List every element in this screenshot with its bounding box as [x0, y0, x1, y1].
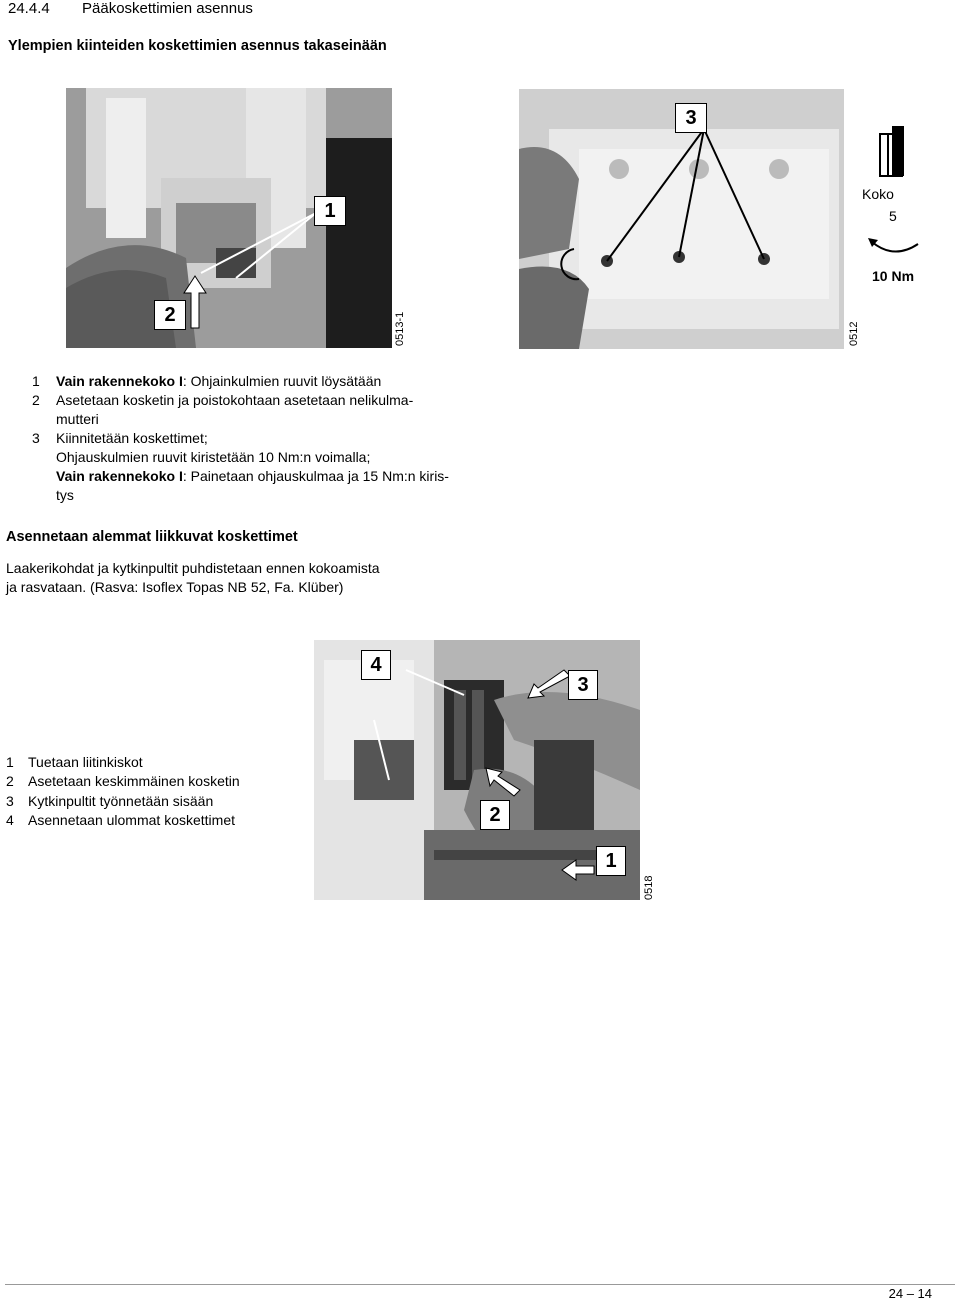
hex-key-icon: [878, 124, 908, 178]
legend-text: Kiinnitetään koskettimet;: [56, 430, 208, 446]
paragraph-lubrication: [6, 559, 526, 597]
legend-text: Asennetaan ulommat koskettimet: [28, 812, 235, 829]
legend-text: Tuetaan liitinkiskot: [28, 754, 143, 770]
rotation-arrow-icon: [866, 236, 924, 258]
legend-text: Kytkinpultit työnnetään sisään: [28, 792, 214, 809]
legend-item: [6, 448, 526, 467]
legend-item: [6, 429, 526, 448]
footer-rule: [5, 1284, 955, 1285]
figure-id-0518: 0518: [643, 875, 655, 900]
legend-number: 3: [32, 430, 40, 446]
photo-lower-contacts: [314, 640, 640, 900]
subheading-upper-contacts: Ylempien kiinteiden koskettimien asennus takaseinään: [8, 38, 387, 54]
photo-upper-contacts-left: [66, 88, 392, 348]
legend-item: [2, 753, 302, 772]
callout-1: 1: [596, 846, 626, 876]
legend-number: 4: [6, 812, 14, 829]
legend-bold: Vain rakennekoko I: [56, 373, 183, 389]
paragraph-line: Laakerikohdat ja kytkinpultit puhdistetaan ennen kokoamista: [6, 560, 380, 576]
koko-label: Koko: [862, 186, 894, 202]
legend-number: 1: [6, 754, 14, 770]
paragraph-line: ja rasvataan. (Rasva: Isoflex Topas NB 52, Fa. Klüber): [6, 579, 344, 595]
legend-upper-contacts: [6, 372, 526, 505]
legend-item: [2, 811, 302, 830]
section-title: Pääkoskettimien asennus: [82, 0, 253, 17]
page-number: 24 – 14: [888, 1286, 932, 1301]
legend-text: mutteri: [56, 411, 99, 427]
callout-3: 3: [675, 103, 707, 133]
legend-item: [6, 467, 526, 486]
legend-item: [2, 772, 302, 791]
photo-upper-contacts-right: [519, 89, 844, 349]
legend-item: [6, 391, 526, 410]
legend-text: Ohjauskulmien ruuvit kiristetään 10 Nm:n voimalla;: [56, 449, 371, 465]
legend-text: Asetetaan keskimmäinen kosketin: [28, 773, 240, 790]
koko-value: 5: [889, 208, 897, 224]
legend-number: 2: [32, 392, 40, 408]
callout-3: 3: [568, 670, 598, 700]
legend-bold: Vain rakennekoko I: [56, 468, 183, 484]
legend-item: [6, 410, 526, 429]
legend-text: : Painetaan ohjauskulmaa ja 15 Nm:n kiris-: [182, 468, 449, 484]
legend-text: Asetetaan kosketin ja poistokohtaan asetetaan nelikulma-: [56, 392, 414, 408]
figure-id-0513-1: 0513-1: [394, 311, 406, 346]
legend-item: [2, 792, 302, 811]
legend-text: : Ohjainkulmien ruuvit löysätään: [182, 373, 382, 389]
legend-number: 1: [32, 373, 40, 389]
section-number: 24.4.4: [8, 0, 50, 17]
legend-number: 2: [6, 773, 14, 790]
legend-number: 3: [6, 792, 14, 809]
legend-lower-contacts: [2, 753, 302, 831]
torque-label: 10 Nm: [872, 268, 915, 284]
subheading-lower-contacts: Asennetaan alemmat liikkuvat koskettimet: [6, 529, 298, 545]
callout-4: 4: [361, 650, 391, 680]
legend-item: [6, 486, 526, 505]
legend-text: tys: [56, 487, 74, 503]
callout-1: 1: [314, 196, 346, 226]
figure-id-0512: 0512: [848, 321, 860, 346]
callout-2: 2: [480, 800, 510, 830]
legend-item: [6, 372, 526, 391]
callout-2: 2: [154, 300, 186, 330]
